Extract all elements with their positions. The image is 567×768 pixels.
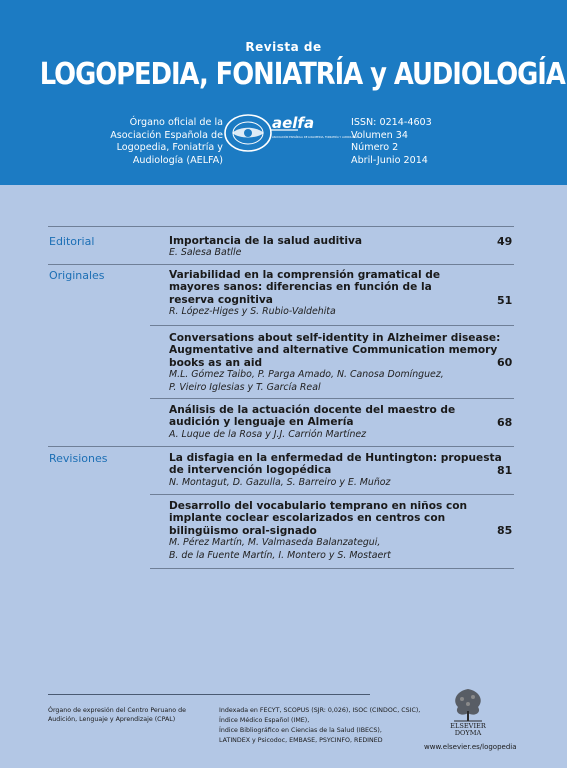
article-authors: B. de la Fuente Martín, I. Montero y S. Mostaert: [169, 549, 391, 561]
page-number: 49: [497, 235, 513, 248]
article-title: Conversations about self-identity in Alzheimer disease:: [169, 332, 501, 344]
cpal-statement: [48, 706, 186, 724]
index-line: LATINDEX y Psicodoc, EMBASE, PSYCINFO, REDINED: [219, 737, 383, 744]
article-title: Análisis de la actuación docente del maestro de: [169, 404, 456, 416]
article-authors: P. Vieiro Iglesias y T. García Real: [169, 381, 321, 393]
aelfa-logo-text: aelfa: [272, 114, 315, 132]
article-title: mayores sanos: diferencias en función de la: [169, 281, 432, 294]
toc-entry[interactable]: [169, 500, 511, 562]
article-title: bilingüismo oral-signado: [169, 524, 317, 537]
entry-rule: [150, 398, 514, 399]
organ-statement: [110, 117, 223, 167]
article-title: books as an aid: [169, 356, 263, 369]
article-title: Desarrollo del vocabulario temprano en niños con: [169, 500, 468, 512]
article-authors: E. Salesa Batlle: [169, 247, 242, 259]
toc-top-rule: [48, 226, 514, 227]
cpal-line: Órgano de expresión del Centro Peruano de: [48, 707, 186, 714]
publisher-line: DOYMA: [454, 729, 482, 738]
organ-line: Órgano oficial de la: [129, 117, 223, 128]
organ-line: Logopedia, Foniatría y: [116, 142, 223, 153]
journal-url-link[interactable]: www.elsevier.es/logopedia: [424, 743, 517, 751]
article-title: implante coclear escolarizados en centros con: [169, 512, 446, 525]
issue-date: Abril-Junio 2014: [351, 154, 428, 166]
entry-rule: [150, 494, 514, 495]
indexing-statement: [219, 706, 420, 746]
article-authors: A. Luque de la Rosa y J.J. Carrión Martínez: [169, 428, 367, 440]
publisher-name: [442, 723, 494, 738]
index-line: Indexada en FECYT, SCOPUS (SJR: 0,026), ISOC (CINDOC, CSIC),: [219, 707, 421, 714]
aelfa-logo-subtext: ASOCIACIÓN ESPAÑOLA DE LOGOPEDIA, FONIATRÍA Y AUDIOLOGÍA: [272, 136, 359, 139]
journal-title: LOGOPEDIA, FONIATRÍA y AUDIOLOGÍA: [39, 57, 565, 92]
page-number: 85: [497, 524, 513, 537]
section-revisiones: Revisiones: [49, 452, 108, 465]
page-number: 68: [497, 416, 513, 429]
article-title: Augmentative and alternative Communication memory: [169, 344, 498, 357]
article-authors: M. Pérez Martín, M. Valmaseda Balanzategui,: [169, 537, 381, 549]
organ-line: Asociación Española de: [110, 129, 223, 141]
article-title: Importancia de la salud auditiva: [169, 235, 363, 247]
issue-meta: [351, 117, 432, 167]
section-originales: Originales: [49, 269, 105, 282]
toc-entry[interactable]: [169, 404, 511, 441]
toc-entry[interactable]: [169, 332, 511, 394]
toc-entry[interactable]: [169, 269, 511, 319]
article-title: reserva cognitiva: [169, 293, 273, 306]
page-number: 81: [497, 464, 513, 477]
issue-number: Número 2: [351, 142, 399, 153]
section-rule: [48, 264, 514, 265]
section-editorial: Editorial: [49, 235, 95, 248]
section-rule: [48, 446, 514, 447]
article-title: audición y lenguaje en Almería: [169, 416, 354, 429]
publisher-line: ELSEVIER: [450, 722, 486, 730]
aelfa-logo-icon: [218, 108, 359, 164]
article-title: La disfagia en la enfermedad de Huntington: propuesta: [169, 452, 502, 464]
article-authors: N. Montagut, D. Gazulla, S. Barreiro y E. Muñoz: [169, 476, 391, 488]
article-authors: R. López-Higes y S. Rubio-Valdehita: [169, 306, 336, 318]
elsevier-tree-icon: [448, 683, 488, 723]
toc-entry[interactable]: [169, 452, 511, 489]
article-title: de intervención logopédica: [169, 464, 332, 477]
index-line: Índice Bibliográfico en Ciencias de la Salud (IBECS),: [219, 727, 382, 734]
journal-header: [0, 0, 567, 185]
organ-line: Audiología (AELFA): [132, 154, 223, 166]
cpal-line: Audición, Lenguaje y Aprendizaje (CPAL): [48, 716, 176, 723]
page-number: 51: [497, 294, 513, 307]
article-authors: M.L. Gómez Taibo, P. Parga Amado, N. Canosa Domínguez,: [169, 369, 444, 381]
article-title: Variabilidad en la comprensión gramatical de: [169, 269, 441, 281]
footer-rule: [48, 694, 370, 695]
entry-rule: [150, 325, 514, 326]
toc-entry[interactable]: [169, 235, 511, 260]
issn: ISSN: 0214-4603: [351, 117, 432, 128]
journal-pre-title: Revista de: [245, 40, 322, 54]
index-line: Índice Médico Español (IME),: [219, 717, 310, 724]
page-number: 60: [497, 356, 513, 369]
toc-bottom-rule: [150, 568, 514, 569]
volume: Volumen 34: [351, 129, 409, 141]
